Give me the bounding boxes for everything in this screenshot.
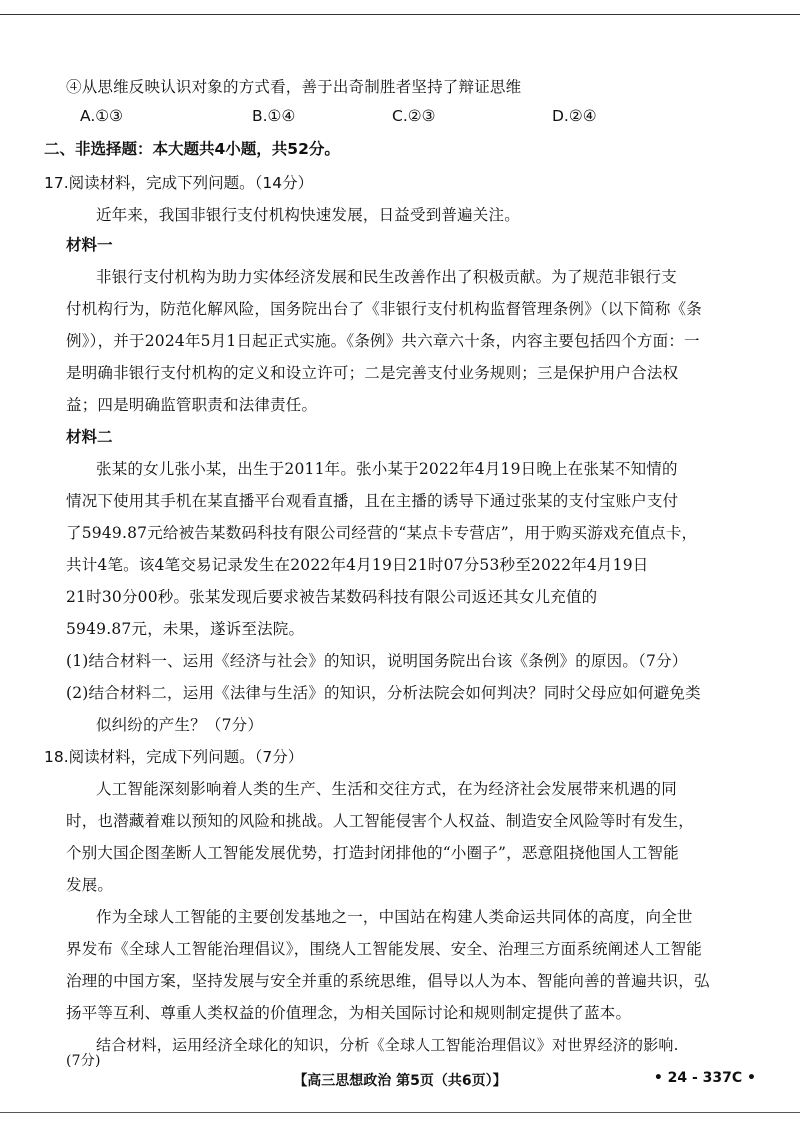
material-1-line: 益；四是明确监管职责和法律责任。	[66, 396, 318, 414]
paper-code: • 24 - 337C •	[653, 1070, 756, 1086]
option-a: A.①③	[80, 107, 124, 125]
material-2-line: 张某的女儿张小某，出生于2011年。张小某于2022年4月19日晚上在张某不知情的	[96, 460, 678, 478]
material-1-line: 非银行支付机构为助力实体经济发展和民生改善作出了积极贡献。为了规范非银行支	[96, 268, 677, 286]
material-2-label: 材料二	[66, 428, 113, 446]
q17-intro: 近年来，我国非银行支付机构快速发展，日益受到普遍关注。	[96, 206, 520, 224]
material-1-line: 是明确非银行支付机构的定义和设立许可；二是完善支付业务规则；三是保护用户合法权	[66, 364, 679, 382]
material-1-line: 例》），并于2024年5月1日起正式实施。《条例》共六章六十条，内容主要包括四个方面：一	[66, 332, 700, 350]
q17-subquestion-1: (1)结合材料一、运用《经济与社会》的知识，说明国务院出台该《条例》的原因。（7分）	[66, 652, 688, 670]
q18-line: 人工智能深刻影响着人类的生产、生活和交往方式，在为经济社会发展带来机遇的同	[96, 780, 677, 798]
option-d: D.②④	[552, 107, 597, 125]
material-2-line: 5949.87元，未果，遂诉至法院。	[66, 620, 305, 638]
bottom-rule	[0, 1112, 800, 1113]
option-b: B.①④	[252, 107, 296, 125]
choice-item-4: ④从思维反映认识对象的方式看，善于出奇制胜者坚持了辩证思维	[66, 78, 522, 96]
question-18-title: 18.阅读材料，完成下列问题。（7分）	[44, 748, 304, 766]
material-2-line: 共计4笔。该4笔交易记录发生在2022年4月19日21时07分53秒至2022年4月19日	[66, 556, 649, 574]
q18-line: 作为全球人工智能的主要创发基地之一，中国站在构建人类命运共同体的高度，向全世	[96, 908, 693, 926]
material-2-line: 情况下使用其手机在某直播平台观看直播，且在主播的诱导下通过张某的支付宝账户支付	[66, 492, 679, 510]
section-header: 二、非选择题：本大题共4小题，共52分。	[44, 140, 340, 158]
q18-question: 结合材料，运用经济全球化的知识，分析《全球人工智能治理倡议》对世界经济的影响.	[96, 1036, 679, 1054]
question-17-title: 17.阅读材料，完成下列问题。（14分）	[44, 174, 314, 192]
material-2-line: 21时30分00秒。张某发现后要求被告某数码科技有限公司返还其女儿充值的	[66, 588, 598, 606]
q18-line: 治理的中国方案，坚持发展与安全并重的系统思维，倡导以人为本、智能向善的普遍共识，弘	[66, 972, 710, 990]
option-c: C.②③	[392, 107, 436, 125]
material-2-line: 了5949.87元给被告某数码科技有限公司经营的“某点卡专营店”，用于购买游戏充值点卡，	[66, 524, 698, 542]
q18-line: 个别大国企图垄断人工智能发展优势，打造封闭排他的“小圈子”，恶意阻挠他国人工智能	[66, 844, 679, 862]
q18-line: 时，也潜藏着难以预知的风险和挑战。人工智能侵害个人权益、制造安全风险等时有发生，	[66, 812, 695, 830]
top-rule	[0, 14, 800, 15]
q18-question-score: (7分)	[66, 1053, 101, 1069]
page-footer: 【高三思想政治 第5页（共6页）】	[293, 1073, 507, 1089]
q17-subquestion-2: (2)结合材料二，运用《法律与生活》的知识，分析法院会如何判决？同时父母应如何避免类	[66, 684, 701, 702]
q18-line: 扬平等互利、尊重人类权益的价值理念，为相关国际讨论和规则制定提供了蓝本。	[66, 1004, 632, 1022]
material-1-label: 材料一	[66, 236, 113, 254]
q18-line: 界发布《全球人工智能治理倡议》，围绕人工智能发展、安全、治理三方面系统阐述人工智能	[66, 940, 702, 958]
material-1-line: 付机构行为，防范化解风险，国务院出台了《非银行支付机构监督管理条例》（以下简称《条	[66, 300, 702, 318]
q17-subquestion-2-cont: 似纠纷的产生？（7分）	[96, 716, 264, 734]
q18-line: 发展。	[66, 876, 114, 894]
